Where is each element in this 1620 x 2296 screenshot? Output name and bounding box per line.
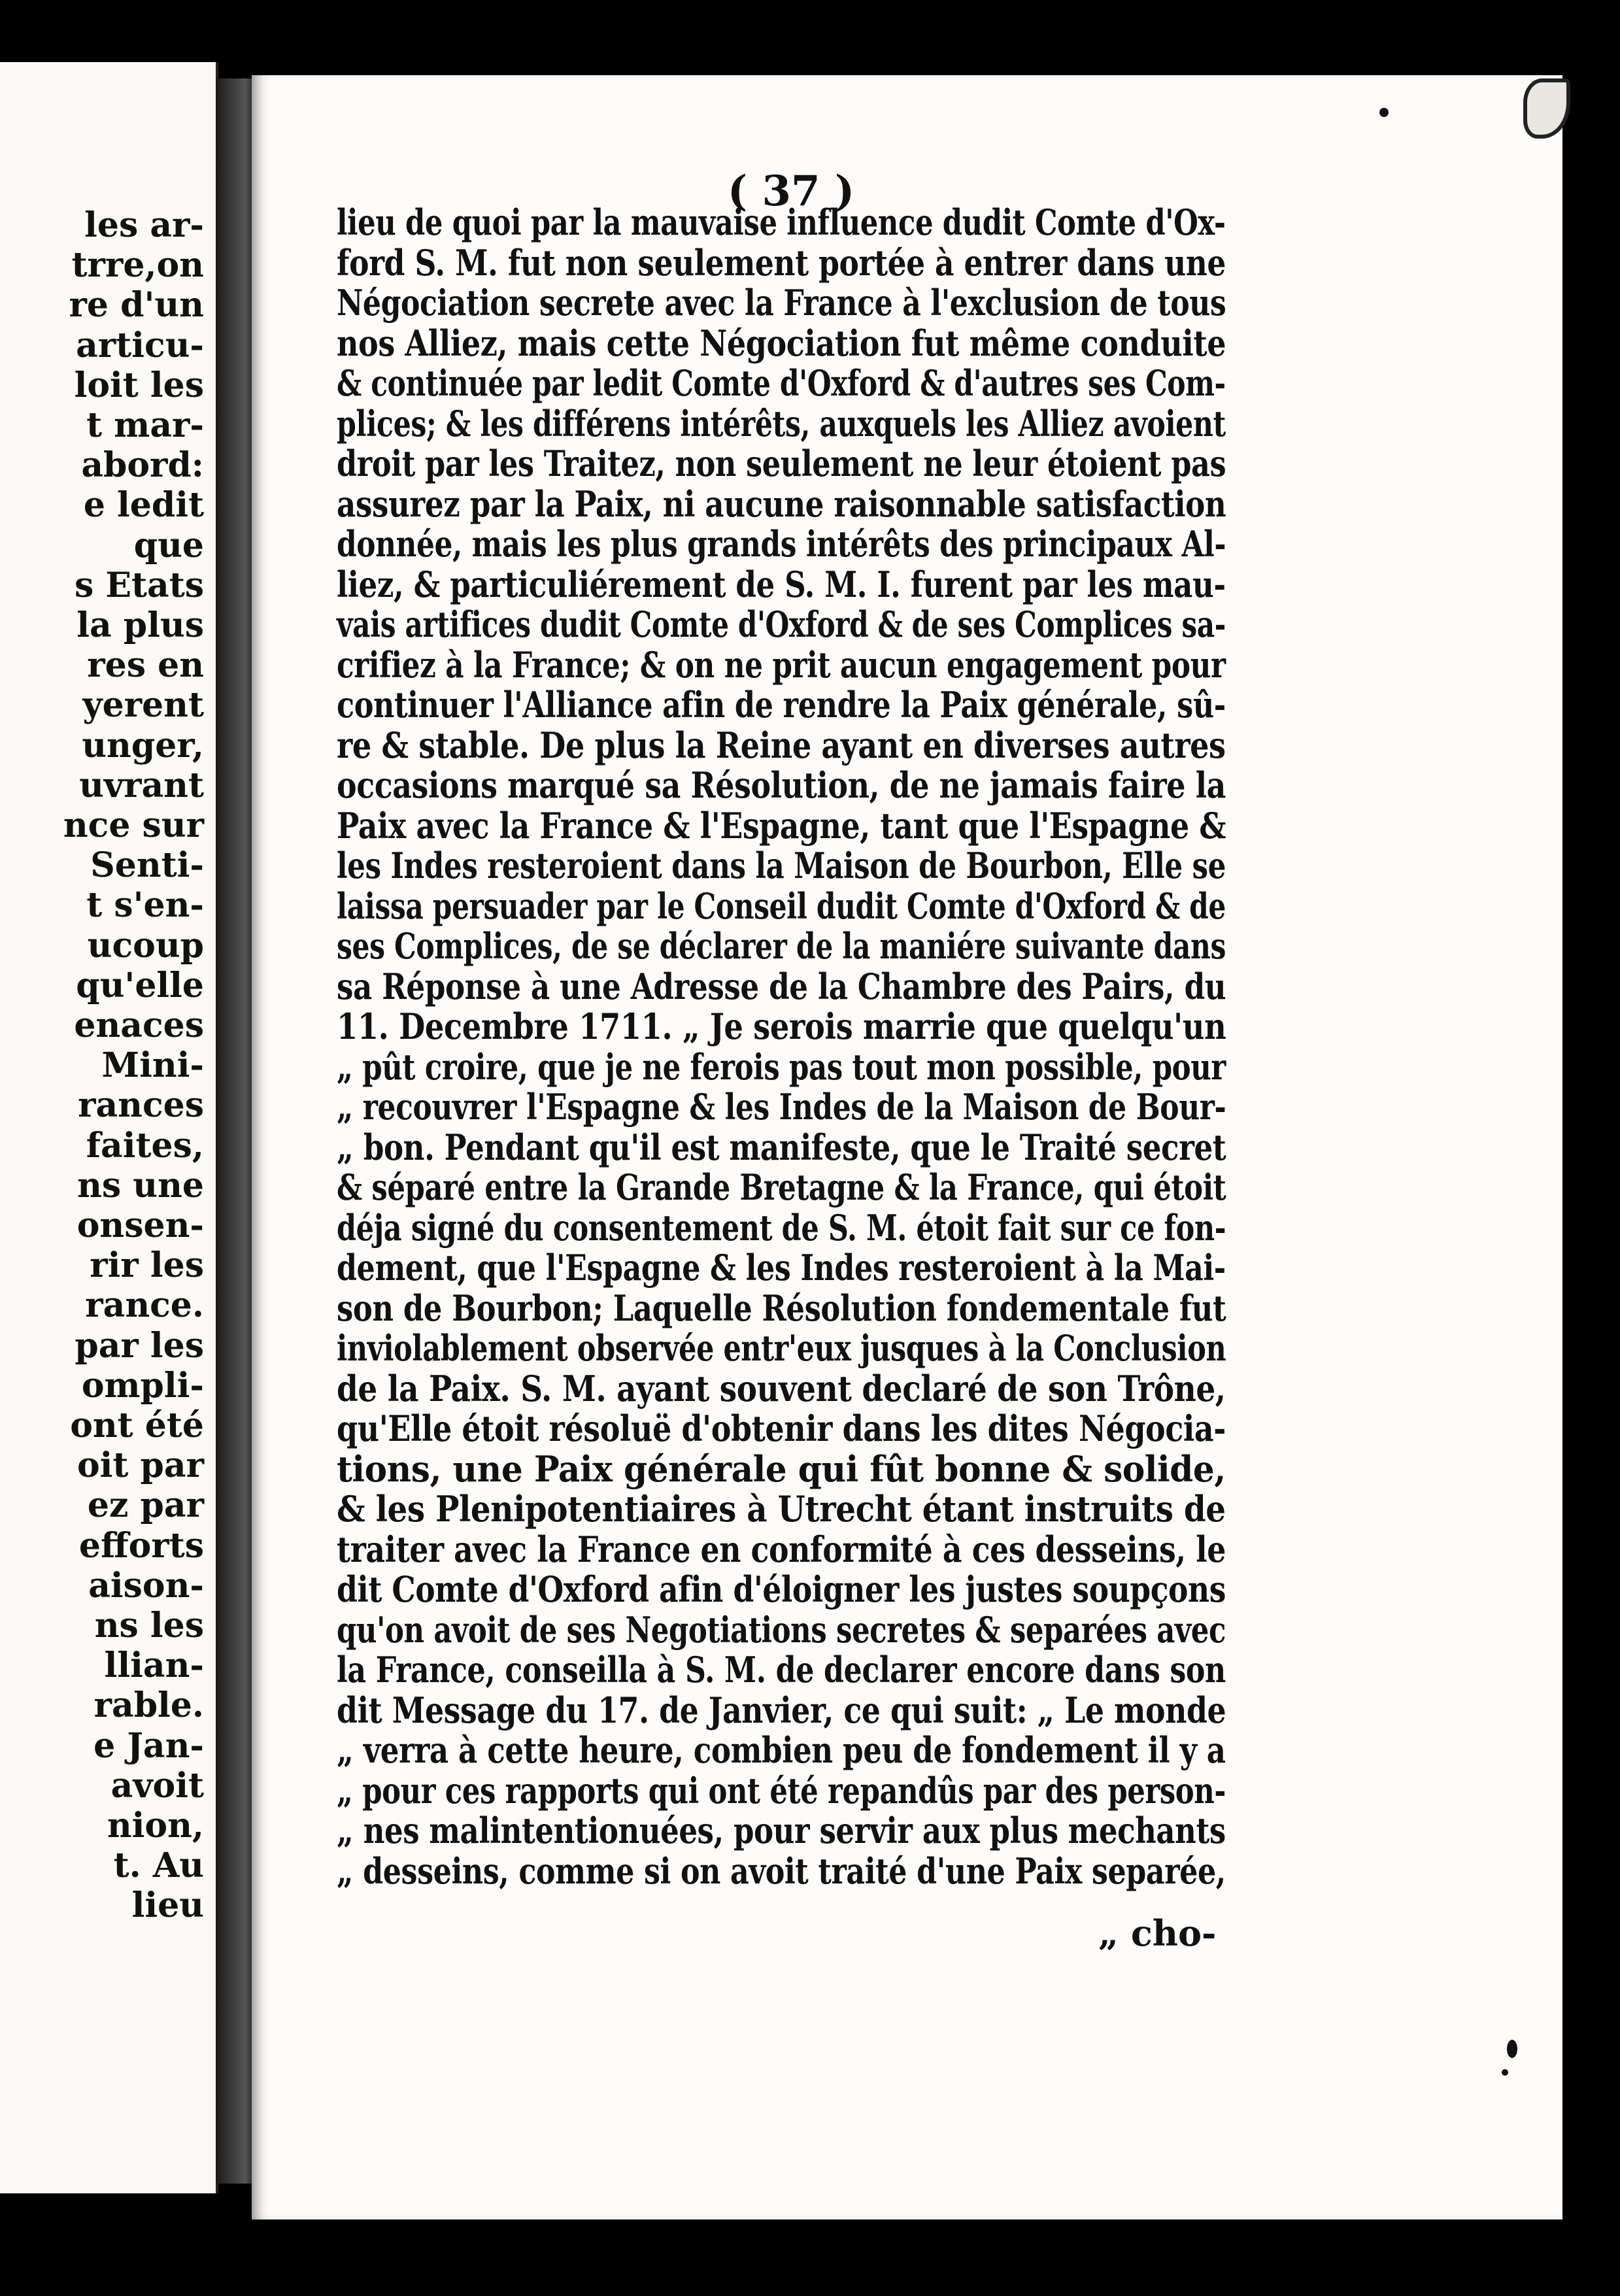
facing-page-line: avoit — [110, 1765, 204, 1806]
facing-page-line: rances — [78, 1085, 204, 1126]
facing-page-line: les ar- — [84, 205, 204, 245]
facing-page-line: articu- — [76, 325, 204, 365]
facing-page-line: res en — [87, 645, 204, 686]
facing-page-line: nion, — [107, 1806, 204, 1846]
text-line: dit Message du 17. de Janvier, ce qui suit: „ Le monde — [337, 1689, 1226, 1731]
facing-page-line: abord: — [81, 445, 204, 486]
text-line: inviolablement observée entr'eux jusques à la Conclusion — [337, 1327, 1226, 1369]
text-line: „ pût croire, que je ne ferois pas tout mon possible, pour — [337, 1045, 1226, 1088]
text-line: & les Plenipotentiaires à Utrecht étant instruits de — [337, 1488, 1226, 1530]
facing-page — [0, 62, 218, 2193]
facing-page-line: que — [133, 525, 204, 566]
facing-page-line: Mini- — [101, 1045, 204, 1086]
text-line: droit par les Traitez, non seulement ne leur étoient pas — [337, 443, 1226, 484]
facing-page-line: trre,on — [71, 245, 204, 286]
facing-page-line: efforts — [78, 1525, 204, 1566]
facing-page-line: oit par — [76, 1445, 204, 1486]
text-line: qu'on avoit de ses Negotiations secretes & separées avec — [337, 1608, 1226, 1651]
text-line: occasions marqué sa Résolution, de ne jamais faire la — [337, 764, 1226, 806]
facing-page-line: rir les — [90, 1245, 204, 1286]
facing-page-line: s Etats — [74, 565, 204, 605]
text-line: dit Comte d'Oxford afin d'éloigner les justes soupçons — [337, 1568, 1226, 1610]
text-line: dement, que l'Espagne & les Indes resteroient à la Mai- — [337, 1247, 1226, 1289]
facing-page-line: Senti- — [90, 845, 204, 886]
text-line: lieu de quoi par la mauvaise influence dudit Comte d'Ox- — [337, 201, 1226, 243]
text-line: laissa persuader par le Conseil dudit Comte d'Oxford & de — [337, 885, 1226, 927]
text-line: continuer l'Alliance afin de rendre la Paix générale, sû- — [337, 684, 1226, 726]
text-line: nos Alliez, mais cette Négociation fut même conduite — [337, 322, 1226, 364]
text-line: Paix avec la France & l'Espagne, tant que l'Espagne & — [337, 804, 1226, 847]
text-line: tions, une Paix générale qui fût bonne & solide, — [337, 1447, 1226, 1490]
facing-page-line: faites, — [86, 1125, 204, 1166]
book-gutter — [216, 78, 255, 2184]
facing-page-line: par les — [75, 1325, 204, 1366]
facing-page-line: ucoup — [87, 925, 204, 966]
text-line: ses Complices, de se déclarer de la maniére suivante dans — [337, 925, 1226, 967]
facing-page-line: unger, — [82, 725, 204, 766]
text-line: „ nes malintentionuées, pour servir aux plus mechants — [337, 1810, 1226, 1851]
text-line: déja signé du consentement de S. M. étoit fait sur ce fon- — [337, 1206, 1226, 1249]
facing-page-line: t s'en- — [86, 885, 204, 926]
facing-page-line: qu'elle — [76, 965, 204, 1005]
facing-page-line: enaces — [74, 1005, 204, 1045]
text-line: traiter avec la France en conformité à ces desseins, le — [337, 1528, 1226, 1570]
text-line: son de Bourbon; Laquelle Résolution fondementale fut — [337, 1287, 1226, 1329]
text-line: „ bon. Pendant qu'il est manifeste, que le Traité secret — [337, 1126, 1226, 1168]
facing-page-line: lieu — [131, 1885, 204, 1926]
text-line: & continuée par ledit Comte d'Oxford & d'autres ses Com- — [337, 362, 1226, 404]
text-line: plices; & les différens intérêts, auxquels les Alliez avoient — [337, 402, 1226, 445]
facing-page-line: rance. — [85, 1285, 204, 1326]
text-line: crifiez à la France; & on ne prit aucun engagement pour — [337, 643, 1226, 686]
facing-page-line: loit les — [74, 365, 204, 405]
text-line: vais artifices dudit Comte d'Oxford & de ses Complices sa- — [337, 603, 1226, 645]
facing-page-line: llian- — [104, 1646, 204, 1686]
page-number: ( 37 ) — [727, 167, 855, 216]
ink-speck — [1379, 108, 1389, 117]
facing-page-line: uvrant — [79, 765, 204, 805]
facing-page-line: e ledit — [83, 485, 204, 526]
facing-page-line: ns les — [94, 1606, 204, 1646]
text-line: assurez par la Paix, ni aucune raisonnable satisfaction — [337, 482, 1226, 525]
facing-page-line: yerent — [82, 685, 204, 726]
text-line: re & stable. De plus la Reine ayant en diverses autres — [337, 724, 1226, 766]
page-corner-fold — [1523, 78, 1570, 139]
text-line: de la Paix. S. M. ayant souvent declaré de son Trône, — [337, 1367, 1226, 1410]
text-line: donnée, mais les plus grands intérêts des principaux Al- — [337, 523, 1226, 565]
text-line: 11. Decembre 1711. „ Je serois marrie que quelqu'un — [337, 1005, 1226, 1047]
facing-page-line: onsen- — [76, 1206, 204, 1245]
text-line: „ desseins, comme si on avoit traité d'une Paix separée, — [337, 1849, 1226, 1892]
facing-page-line: ont été — [70, 1406, 204, 1445]
ink-speck — [1507, 2040, 1517, 2058]
text-line: „ verra à cette heure, combien peu de fondement il y a — [337, 1729, 1226, 1771]
text-line: & séparé entre la Grande Bretagne & la France, qui étoit — [337, 1166, 1226, 1208]
text-line: la France, conseilla à S. M. de declarer encore dans son — [337, 1649, 1226, 1691]
facing-page-line: rable. — [93, 1685, 204, 1726]
facing-page-line: re d'un — [69, 285, 204, 326]
text-line: les Indes resteroient dans la Maison de Bourbon, Elle se — [337, 845, 1226, 886]
text-line: qu'Elle étoit résoluë d'obtenir dans les dites Négocia- — [337, 1408, 1226, 1449]
text-line: sa Réponse à une Adresse de la Chambre des Pairs, du — [337, 965, 1226, 1007]
ink-speck — [1502, 2069, 1508, 2076]
facing-page-line: ns une — [77, 1165, 204, 1206]
facing-page-line: la plus — [76, 605, 204, 645]
text-line: Négociation secrete avec la France à l'exclusion de tous — [337, 282, 1226, 324]
facing-page-line: ompli- — [81, 1365, 204, 1406]
facing-page-line: e Jan- — [93, 1725, 204, 1766]
text-line: „ recouvrer l'Espagne & les Indes de la Maison de Bour- — [337, 1086, 1226, 1128]
catchword: „ cho- — [1098, 1912, 1217, 1954]
facing-page-line: nce sur — [63, 805, 204, 845]
text-line: liez, & particuliérement de S. M. I. furent par les mau- — [337, 563, 1226, 605]
facing-page-line: t mar- — [86, 405, 204, 445]
facing-page-line: ez par — [87, 1485, 204, 1526]
facing-page-line: aison- — [88, 1565, 204, 1606]
facing-page-line: t. Au — [113, 1846, 204, 1886]
text-line: ford S. M. fut non seulement portée à entrer dans une — [337, 241, 1226, 284]
text-line: „ pour ces rapports qui ont été repandûs par des person- — [337, 1769, 1226, 1812]
